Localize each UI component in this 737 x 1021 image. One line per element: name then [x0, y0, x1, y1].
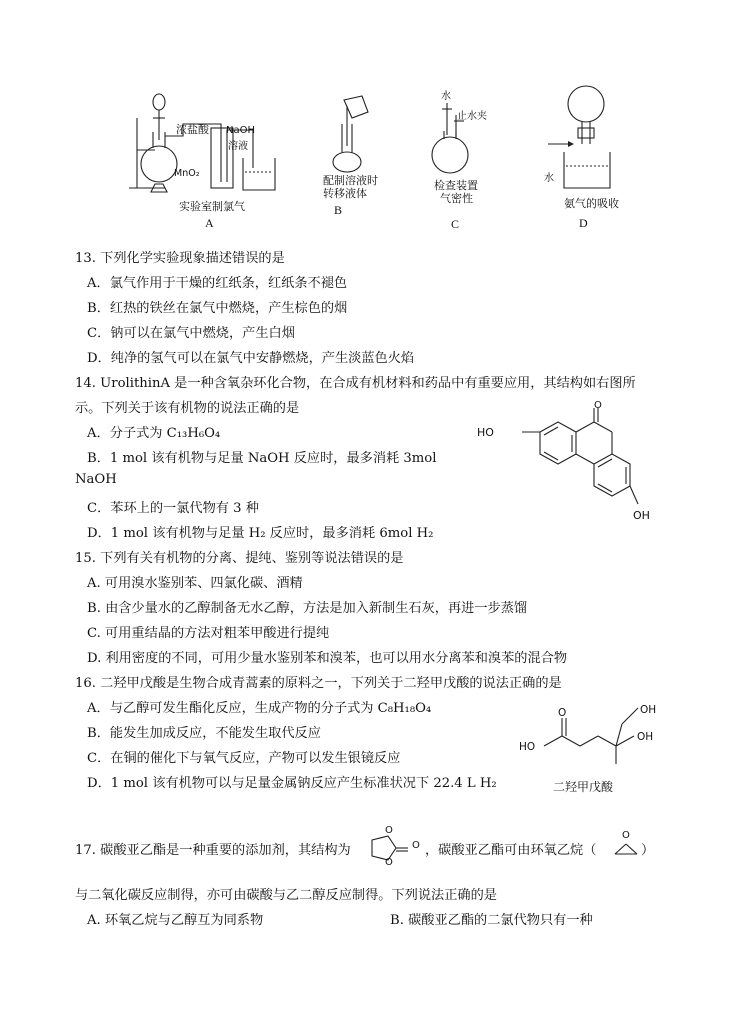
q13-option-a: A．氯气作用于干燥的红纸条，红纸条不褪色 — [87, 276, 348, 291]
apparatus-a-diagram — [125, 88, 290, 198]
q13-option-c: C．钠可以在氯气中燃烧，产生白烟 — [87, 326, 295, 341]
apparatus-d-letter: D — [579, 216, 588, 230]
ethylene-carbonate-o-top: O — [385, 825, 393, 836]
apparatus-a-mno2-label: MnO₂ — [174, 168, 200, 179]
apparatus-a-naoh-label: NaOH — [226, 125, 255, 136]
q15-option-a: A. 可用溴水鉴别苯、四氯化碳、酒精 — [87, 576, 303, 591]
urolithin-structure — [500, 404, 650, 522]
apparatus-a-solution-label: 溶液 — [228, 141, 248, 152]
mevalonic-carbonyl-o: O — [558, 707, 567, 719]
q14-option-a: A．分子式为 C₁₃H₆O₄ — [87, 426, 221, 441]
q14-option-b-cont: NaOH — [75, 472, 117, 487]
q16-option-d: D．1 mol 该有机物可以与足量金属钠反应产生标准状况下 22.4 L H₂ — [87, 776, 497, 791]
apparatus-a-acid-label: 浓盐酸 — [176, 123, 209, 136]
urolithin-ho-label: HO — [477, 426, 494, 439]
q14-option-d: D．1 mol 该有机物与足量 H₂ 反应时，最多消耗 6mol H₂ — [87, 526, 434, 541]
q13-option-b: B．红热的铁丝在氯气中燃烧，产生棕色的烟 — [87, 301, 348, 316]
apparatus-d-caption: 氨气的吸收 — [564, 197, 619, 210]
urolithin-carbonyl-o: O — [594, 400, 602, 411]
q14-stem-line-1: 14. UrolithinA 是一种含氧杂环化合物，在合成有机材料和药品中有重要应用，其结构如右图所 — [75, 376, 636, 391]
q14-option-b: B．1 mol 该有机物与足量 NaOH 反应时，最多消耗 3mol — [87, 451, 437, 466]
mevalonic-caption: 二羟甲戊酸 — [553, 780, 614, 794]
apparatus-d-diagram — [548, 82, 618, 194]
apparatus-a-letter: A — [205, 216, 214, 230]
q17-stem-part-1: 17. 碳酸亚乙酯是一种重要的添加剂，其结构为 — [75, 843, 351, 858]
q16-stem: 16. 二羟甲戊酸是生物合成青蒿素的原料之一，下列关于二羟甲戊酸的说法正确的是 — [75, 676, 562, 691]
q17-stem-line-2: 与二氧化碳反应制得，亦可由碳酸与乙二醇反应制得。下列说法正确的是 — [75, 888, 497, 903]
urolithin-oh-label: OH — [633, 509, 650, 522]
apparatus-b-diagram — [322, 96, 372, 176]
q15-stem: 15. 下列有关有机物的分离、提纯、鉴别等说法错误的是 — [75, 551, 404, 566]
q17-option-a: A. 环氧乙烷与乙醇互为同系物 — [87, 913, 264, 928]
apparatus-a-caption: 实验室制氯气 — [179, 200, 245, 213]
mevalonic-ho-label: HO — [519, 741, 536, 753]
ethylene-carbonate-o-carbonyl: O — [412, 840, 420, 851]
q16-option-c: C．在铜的催化下与氧气反应，产物可以发生银镜反应 — [87, 751, 401, 766]
q13-option-d: D．纯净的氢气可以在氯气中安静燃烧，产生淡蓝色火焰 — [87, 351, 415, 366]
apparatus-c-water-label: 水 — [441, 91, 451, 102]
apparatus-b-caption-2: 转移液体 — [323, 187, 367, 200]
epoxide-o-label: O — [622, 830, 630, 841]
apparatus-b-letter: B — [334, 203, 343, 217]
q16-option-a: A．与乙醇可发生酯化反应，生成产物的分子式为 C₈H₁₈O₄ — [87, 701, 432, 716]
apparatus-c-caption-2: 气密性 — [440, 192, 473, 205]
apparatus-c-clamp-label: 止水夹 — [457, 111, 487, 122]
q17-option-b: B. 碳酸亚乙酯的二氯代物只有一种 — [390, 913, 593, 928]
q13-stem: 13. 下列化学实验现象描述错误的是 — [75, 251, 285, 266]
mevalonic-oh-label-top: OH — [640, 704, 657, 716]
apparatus-d-water-label: 水 — [544, 173, 554, 184]
mevalonic-oh-label-right: OH — [637, 731, 654, 743]
q14-stem-line-2: 示。下列关于该有机物的说法正确的是 — [75, 401, 300, 416]
q15-option-b: B. 由含少量水的乙醇制备无水乙醇，方法是加入新制生石灰，再进一步蒸馏 — [87, 601, 528, 616]
q16-option-b: B．能发生加成反应，不能发生取代反应 — [87, 726, 321, 741]
apparatus-c-caption-1: 检查装置 — [434, 179, 478, 192]
q17-stem-part-3: ） — [641, 843, 655, 858]
q17-stem-part-2: ，碳酸亚乙酯可由环氧乙烷（ — [425, 843, 597, 858]
apparatus-c-letter: C — [451, 217, 460, 231]
ethylene-carbonate-o-bottom: O — [385, 857, 393, 868]
apparatus-b-caption-1: 配制溶液时 — [323, 174, 378, 187]
q15-option-c: C. 可用重结晶的方法对粗苯甲酸进行提纯 — [87, 626, 330, 641]
q15-option-d: D. 利用密度的不同，可用少量水鉴别苯和溴苯，也可以用水分离苯和溴苯的混合物 — [87, 651, 568, 666]
q14-option-c: C．苯环上的一氯代物有 3 种 — [87, 501, 259, 516]
